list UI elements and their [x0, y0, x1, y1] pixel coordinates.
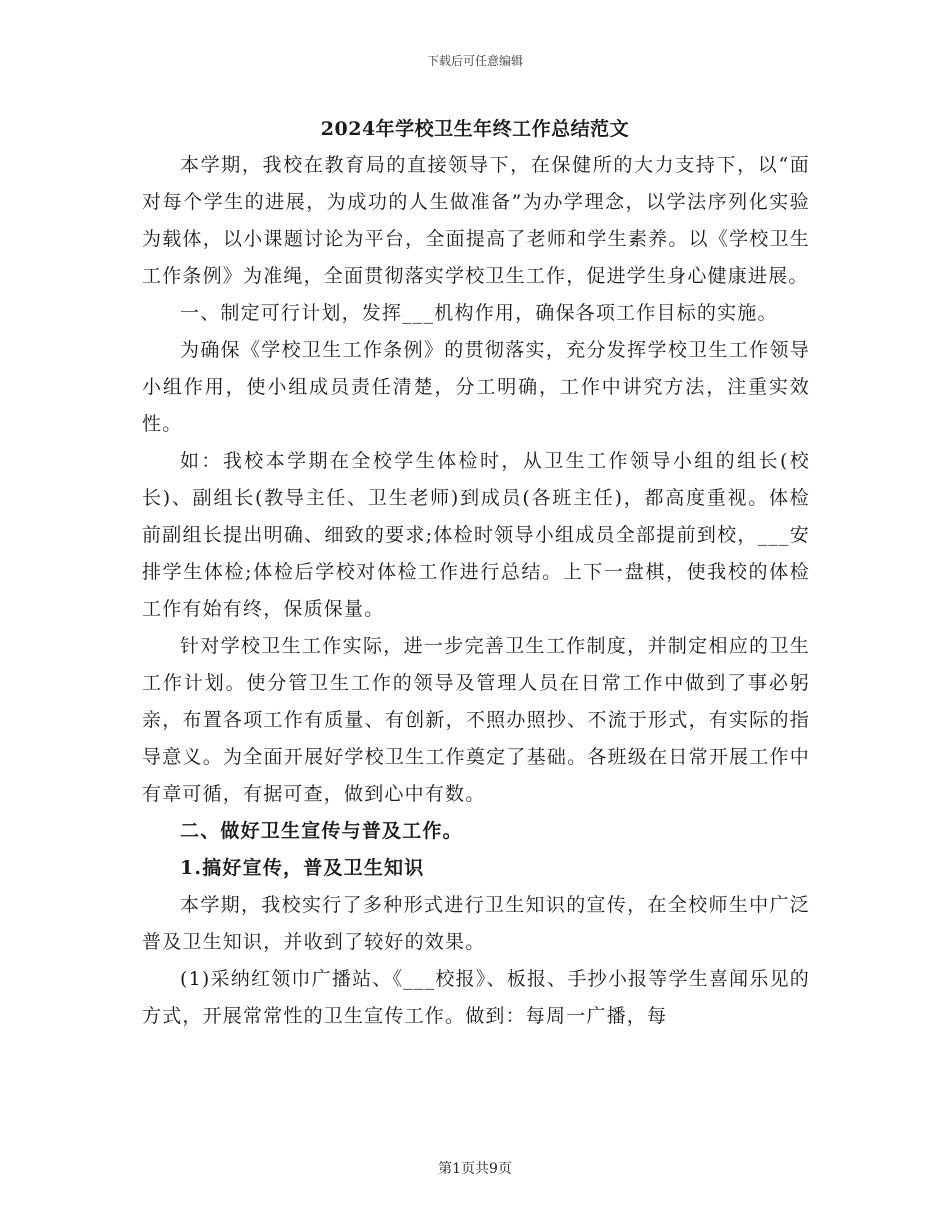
paragraph: 针对学校卫生工作实际，进一步完善卫生工作制度，并制定相应的卫生工作计划。使分管卫生工作的领导及管理人员在日常工作中做到了事必躬亲，布置各项工作有质量、有创新，不照办照抄、不流于形式，有实际的指导意义。为全面开展好学校卫生工作奠定了基础。各班级在日常开展工作中有章可循，有据可查，做到心中有数。: [142, 635, 810, 805]
paragraph: 为确保《学校卫生工作条例》的贯彻落实，充分发挥学校卫生工作领导小组作用，使小组成员责任清楚，分工明确，工作中讲究方法，注重实效性。: [142, 339, 810, 435]
document-body: [142, 147, 810, 1035]
paragraph: 本学期，我校实行了多种形式进行卫生知识的宣传，在全校师生中广泛普及卫生知识，并收到了较好的效果。: [142, 894, 810, 953]
document-title: 2024年学校卫生年终工作总结范文: [320, 118, 630, 140]
paragraph-intro: 本学期，我校在教育局的直接领导下，在保健所的大力支持下，以“面对每个学生的进展，为成功的人生做准备”为办学理念，以学法序列化实验为载体，以小课题讨论为平台，全面提高了老师和学生素养。以《学校卫生工作条例》为准绳，全面贯彻落实学校卫生工作，促进学生身心健康进展。: [142, 154, 810, 287]
section-heading-2: 二、做好卫生宣传与普及工作。: [180, 820, 463, 842]
paragraph: (1)采纳红领巾广播站、《___校报》、板报、手抄小报等学生喜闻乐见的方式，开展常常性的卫生宣传工作。做到：每周一广播，每: [142, 968, 810, 1027]
page-header: 下载后可任意编辑: [426, 54, 523, 68]
page-number: 第1页共9页: [438, 1161, 512, 1177]
paragraph: 如：我校本学期在全校学生体检时，从卫生工作领导小组的组长(校长)、副组长(教导主任、卫生老师)到成员(各班主任)，都高度重视。体检前副组长提出明确、细致的要求;体检时领导小组成员全部提前到校，___安排学生体检;体检后学校对体检工作进行总结。上下一盘棋，使我校的体检工作有始有终，保质保量。: [142, 450, 810, 620]
subsection-heading-1: 1.搞好宣传，普及卫生知识: [180, 857, 425, 879]
section-heading-1: 一、制定可行计划，发挥___机构作用，确保各项工作目标的实施。: [180, 302, 778, 324]
